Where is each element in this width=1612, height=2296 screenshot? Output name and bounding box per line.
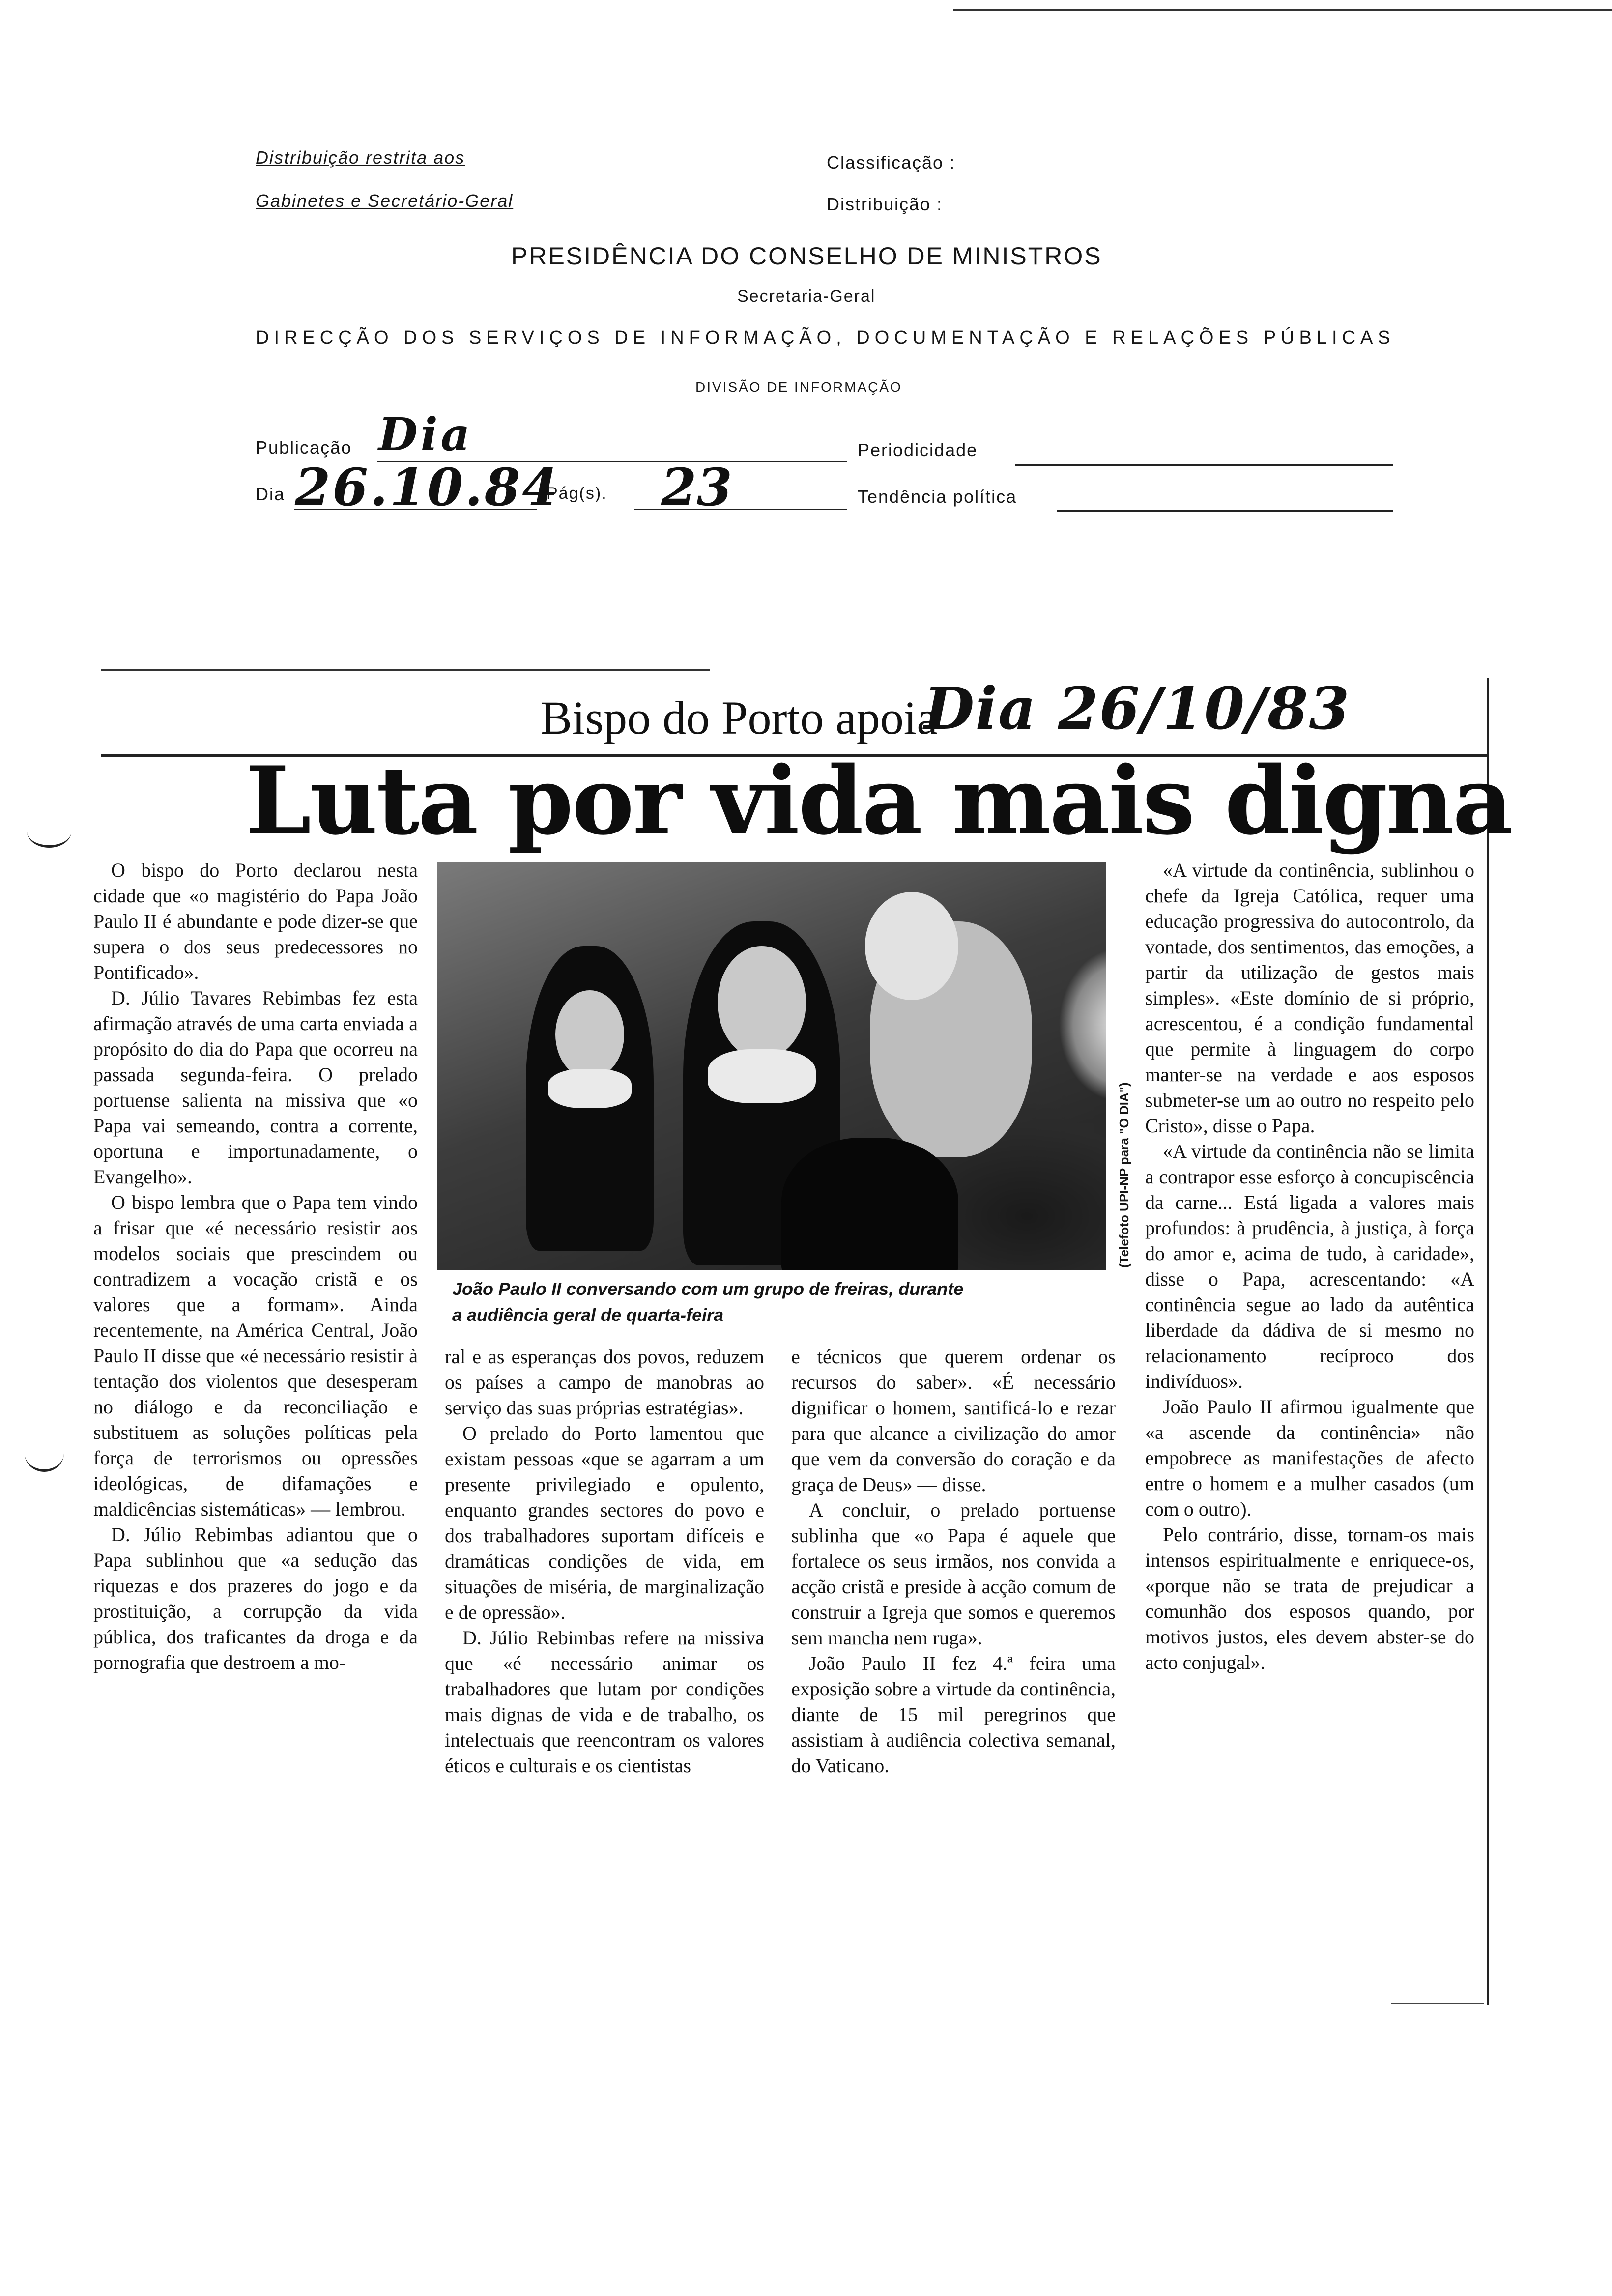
day-underline xyxy=(294,509,537,510)
paragraph: O bispo lembra que o Papa tem vindo a frisar que «é necessário resistir aos modelos sociais que prescindem ou contradizem a vocação cristã e os valores que a formam». Ainda recentemente, na América Central, João Paulo II disse que «é necessário resistir à tentação dos violentos que desesperam no diálogo e da reconciliação e substituem as soluções políticas pela força de terrorismos ou opressões ideológicas, de difamações e maldicências sistemáticas» — lembrou. xyxy=(93,1191,418,1520)
tendency-label: Tendência política xyxy=(858,487,1017,507)
paragraph: D. Júlio Rebimbas refere na missiva que «é necessário animar os trabalhadores que lutam por condições mais dignas de vida e de trabalho, os intelectuais que reencontram os valores éticos e culturais e os cientistas xyxy=(445,1627,764,1777)
photo-caption-line-2: a audiência geral de quarta-feira xyxy=(452,1305,724,1325)
paragraph: A concluir, o prelado portuense sublinha que «o Papa é aquele que fortalece os seus irmãos, nos convida a acção cristã e preside à acção comum de construir a Igreja que somos e queremos sem mancha nem ruga». xyxy=(791,1499,1116,1649)
photo-caption-line-1: João Paulo II conversando com um grupo de freiras, durante xyxy=(452,1279,964,1299)
article-photo xyxy=(437,862,1106,1270)
paragraph: João Paulo II fez 4.ª feira uma exposição sobre a virtude da continência, diante de 15 mil peregrinos que assistiam à audiência colectiva semanal, do Vaticano. xyxy=(791,1652,1116,1777)
pope-face xyxy=(865,892,958,1000)
paragraph: ral e as esperanças dos povos, reduzem os países a campo de manobras ao serviço das suas próprias estratégias». xyxy=(445,1346,764,1419)
photo-credit: (Telefoto UPI-NP para "O DIA") xyxy=(1117,1082,1131,1268)
paragraph: O prelado do Porto lamentou que existam pessoas «que se agarram a um presente privilegiado e opulento, enquanto grandes sectores do povo e dos trabalhadores suportam difíceis e dramáticas condições de vida, em situações de miséria, de marginalização e de opressão». xyxy=(445,1422,764,1623)
paragraph: João Paulo II afirmou igualmente que «a ascende da continência» não empobrece as manifestações de afecto entre o homem e a mulher casados (um com o outro). xyxy=(1145,1396,1474,1520)
paragraph: D. Júlio Tavares Rebimbas fez esta afirmação através de uma carta enviada a propósito do dia do Papa que ocorreu na passada segunda-feira. O prelado portuense salienta na missiva que «o Papa vai semeando, contra a corrente, oportuna e importunadamente, o Evangelho». xyxy=(93,987,418,1188)
tendency-underline xyxy=(1057,510,1393,512)
directorate-line: DIRECÇÃO DOS SERVIÇOS DE INFORMAÇÃO, DOCUMENTAÇÃO E RELAÇÕES PÚBLICAS xyxy=(256,327,1395,348)
punch-hole-mark-bottom xyxy=(25,1435,64,1472)
org-title: PRESIDÊNCIA DO CONSELHO DE MINISTROS xyxy=(511,242,1102,270)
pages-label: Pág(s). xyxy=(547,484,607,503)
scan-top-edge xyxy=(953,9,1612,11)
paragraph: Pelo contrário, disse, tornam-os mais intensos espiritualmente e enriquece-os, «porque não se trata de prejudicar a comunhão dos esposos quando, por motivos justos, eles devem abster-se do acto conjugal». xyxy=(1145,1523,1474,1673)
article-column-1 xyxy=(93,858,418,1675)
clipping-bottom-rule xyxy=(1391,2003,1484,2004)
day-value: 26.10.84 xyxy=(295,457,560,517)
day-label: Dia xyxy=(256,484,286,504)
clipping-right-edge xyxy=(1487,678,1489,2005)
pages-underline xyxy=(634,509,847,510)
distribution-line-1: Distribuição restrita aos xyxy=(256,147,465,168)
punch-hole-mark-top xyxy=(27,816,71,848)
periodicity-label: Periodicidade xyxy=(858,440,978,460)
publication-label: Publicação xyxy=(256,437,352,458)
nun-wimple-center xyxy=(708,1049,816,1103)
article-headline: Luta por vida mais digna xyxy=(246,746,1512,856)
nun-veil-front xyxy=(781,1138,958,1270)
article-column-4 xyxy=(1145,858,1474,1675)
article-column-2 xyxy=(445,1344,764,1779)
article-column-3 xyxy=(791,1344,1116,1779)
nun-wimple-left xyxy=(548,1069,632,1108)
clipping-top-rule xyxy=(101,669,710,671)
paragraph: D. Júlio Rebimbas adiantou que o Papa sublinhou que «a sedução das riquezas e dos prazeres do jogo e da prostituição, a corrupção da vida pública, dos traficantes da droga e da pornografia que destroem a mo- xyxy=(93,1523,418,1673)
distribution-label: Distribuição : xyxy=(827,194,943,214)
pages-value: 23 xyxy=(661,457,732,517)
org-subtitle: Secretaria-Geral xyxy=(737,287,876,306)
paragraph: «A virtude da continência, sublinhou o chefe da Igreja Católica, requer uma educação progressiva do autocontrolo, da vontade, dos sentimentos, das emoções, a partir da utilização de gestos mais simples». «Este domínio de si próprio, acrescentou, é a condição fundamental que permite à linguagem do corpo manter-se na verdade e aos esposos submeter-se um ao outro no respeito pelo Cristo», disse o Papa. xyxy=(1145,859,1474,1137)
paragraph: e técnicos que querem ordenar os recursos do saber». «É necessário dignificar o homem, santificá-lo e rezar para que alcance a civilização do amor que vem da conversão do coração e da graça de Deus» — disse. xyxy=(791,1346,1116,1495)
nun-face-left xyxy=(555,990,624,1079)
nun-face-center xyxy=(718,946,806,1059)
publication-value: Dia xyxy=(378,408,473,461)
distribution-line-2: Gabinetes e Secretário-Geral xyxy=(256,191,514,211)
paragraph: O bispo do Porto declarou nesta cidade que «o magistério do Papa João Paulo II é abundante e pode dizer-se que supera o dos seus predecessores no Pontificado». xyxy=(93,859,418,983)
paragraph: «A virtude da continência não se limita a contrapor esse esforço à concupiscência da carne... Está ligada a valores mais profundos: à prudência, à justiça, à força do amor e, acima de tudo, à caridade», disse o Papa, acrescentando: «A continência segue ao lado da autêntica liberdade da dádiva de si mesmo no relacionamento recíproco dos indivíduos». xyxy=(1145,1140,1474,1392)
handwritten-reference: Dia 26/10/83 xyxy=(924,674,1351,743)
periodicity-underline xyxy=(1015,464,1393,466)
division-line: DIVISÃO DE INFORMAÇÃO xyxy=(695,379,902,395)
classification-label: Classificação : xyxy=(827,152,956,172)
article-kicker: Bispo do Porto apoia xyxy=(541,691,938,744)
